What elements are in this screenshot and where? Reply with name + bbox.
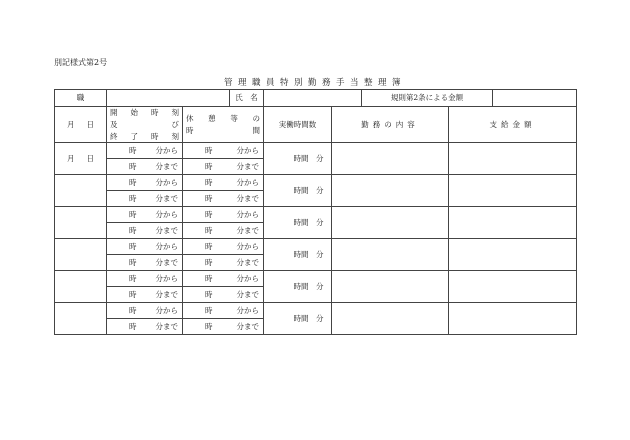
entry-date-cell[interactable] bbox=[55, 207, 107, 239]
duty-content-cell[interactable] bbox=[332, 303, 449, 335]
rest-time-header: 休 憩 等 の 時 間 bbox=[183, 107, 264, 143]
actual-hours-cell[interactable]: 時間 分 bbox=[264, 207, 332, 239]
start-time-cell[interactable]: 時 分から bbox=[107, 239, 183, 255]
shoku-label: 職 bbox=[55, 90, 107, 107]
shoku-value-cell[interactable] bbox=[107, 90, 230, 107]
kisoku-amount-value-cell[interactable] bbox=[493, 90, 577, 107]
entry-date-cell[interactable]: 月 日 bbox=[55, 143, 107, 175]
entry-row bbox=[55, 239, 577, 255]
entry-date-cell[interactable] bbox=[55, 175, 107, 207]
rest-end-cell[interactable]: 時 分まで bbox=[183, 319, 264, 335]
rest-start-cell[interactable]: 時 分から bbox=[183, 207, 264, 223]
date-header: 月 日 bbox=[55, 107, 107, 143]
end-time-cell[interactable]: 時 分まで bbox=[107, 191, 183, 207]
entry-row bbox=[55, 143, 577, 159]
duty-content-cell[interactable] bbox=[332, 175, 449, 207]
payment-amount-cell[interactable] bbox=[449, 207, 577, 239]
start-time-cell[interactable]: 時 分から bbox=[107, 143, 183, 159]
actual-hours-cell[interactable]: 時間 分 bbox=[264, 175, 332, 207]
payment-amount-cell[interactable] bbox=[449, 303, 577, 335]
rest-end-cell[interactable]: 時 分まで bbox=[183, 223, 264, 239]
actual-hours-cell[interactable]: 時間 分 bbox=[264, 303, 332, 335]
rest-end-cell[interactable]: 時 分まで bbox=[183, 255, 264, 271]
payment-amount-cell[interactable] bbox=[449, 239, 577, 271]
start-time-cell[interactable]: 時 分から bbox=[107, 175, 183, 191]
actual-hours-cell[interactable]: 時間 分 bbox=[264, 239, 332, 271]
actual-hours-cell[interactable]: 時間 分 bbox=[264, 271, 332, 303]
entry-row bbox=[55, 271, 577, 287]
duty-content-cell[interactable] bbox=[332, 271, 449, 303]
start-time-cell[interactable]: 時 分から bbox=[107, 207, 183, 223]
end-time-cell[interactable]: 時 分まで bbox=[107, 319, 183, 335]
duty-content-cell[interactable] bbox=[332, 207, 449, 239]
end-time-cell[interactable]: 時 分まで bbox=[107, 223, 183, 239]
end-time-cell[interactable]: 時 分まで bbox=[107, 159, 183, 175]
end-time-cell[interactable]: 時 分まで bbox=[107, 287, 183, 303]
entry-row bbox=[55, 175, 577, 191]
end-time-cell[interactable]: 時 分まで bbox=[107, 255, 183, 271]
header-row-1 bbox=[55, 90, 577, 107]
duty-content-cell[interactable] bbox=[332, 239, 449, 271]
form-title: 管理職員特別勤務手当整理簿 bbox=[223, 78, 406, 88]
entry-date-cell[interactable] bbox=[55, 239, 107, 271]
duty-content-cell[interactable] bbox=[332, 143, 449, 175]
rest-start-cell[interactable]: 時 分から bbox=[183, 175, 264, 191]
header-row-2 bbox=[55, 107, 577, 143]
rest-end-cell[interactable]: 時 分まで bbox=[183, 191, 264, 207]
entry-row bbox=[55, 303, 577, 319]
actual-hours-header: 実働時間数 bbox=[264, 107, 332, 143]
rest-end-cell[interactable]: 時 分まで bbox=[183, 159, 264, 175]
duty-content-header: 勤務の内容 bbox=[332, 107, 449, 143]
payment-amount-cell[interactable] bbox=[449, 175, 577, 207]
form-number-label: 別記様式第2号 bbox=[54, 58, 108, 67]
actual-hours-cell[interactable]: 時間 分 bbox=[264, 143, 332, 175]
payment-amount-cell[interactable] bbox=[449, 271, 577, 303]
entry-row bbox=[55, 207, 577, 223]
rest-start-cell[interactable]: 時 分から bbox=[183, 239, 264, 255]
rest-start-cell[interactable]: 時 分から bbox=[183, 143, 264, 159]
entry-date-cell[interactable] bbox=[55, 303, 107, 335]
rest-start-cell[interactable]: 時 分から bbox=[183, 271, 264, 287]
payment-amount-header: 支給金額 bbox=[449, 107, 577, 143]
rest-end-cell[interactable]: 時 分まで bbox=[183, 287, 264, 303]
entry-date-cell[interactable] bbox=[55, 271, 107, 303]
shimei-value-cell[interactable] bbox=[264, 90, 362, 107]
payment-amount-cell[interactable] bbox=[449, 143, 577, 175]
start-time-cell[interactable]: 時 分から bbox=[107, 271, 183, 287]
shimei-label: 氏 名 bbox=[230, 90, 264, 107]
rest-start-cell[interactable]: 時 分から bbox=[183, 303, 264, 319]
start-end-time-header: 開 始 時 刻 及 び 終 了 時 刻 bbox=[107, 107, 183, 143]
ledger-table bbox=[54, 89, 577, 335]
kisoku-amount-label: 規則第2条による金額 bbox=[362, 90, 493, 107]
start-time-cell[interactable]: 時 分から bbox=[107, 303, 183, 319]
